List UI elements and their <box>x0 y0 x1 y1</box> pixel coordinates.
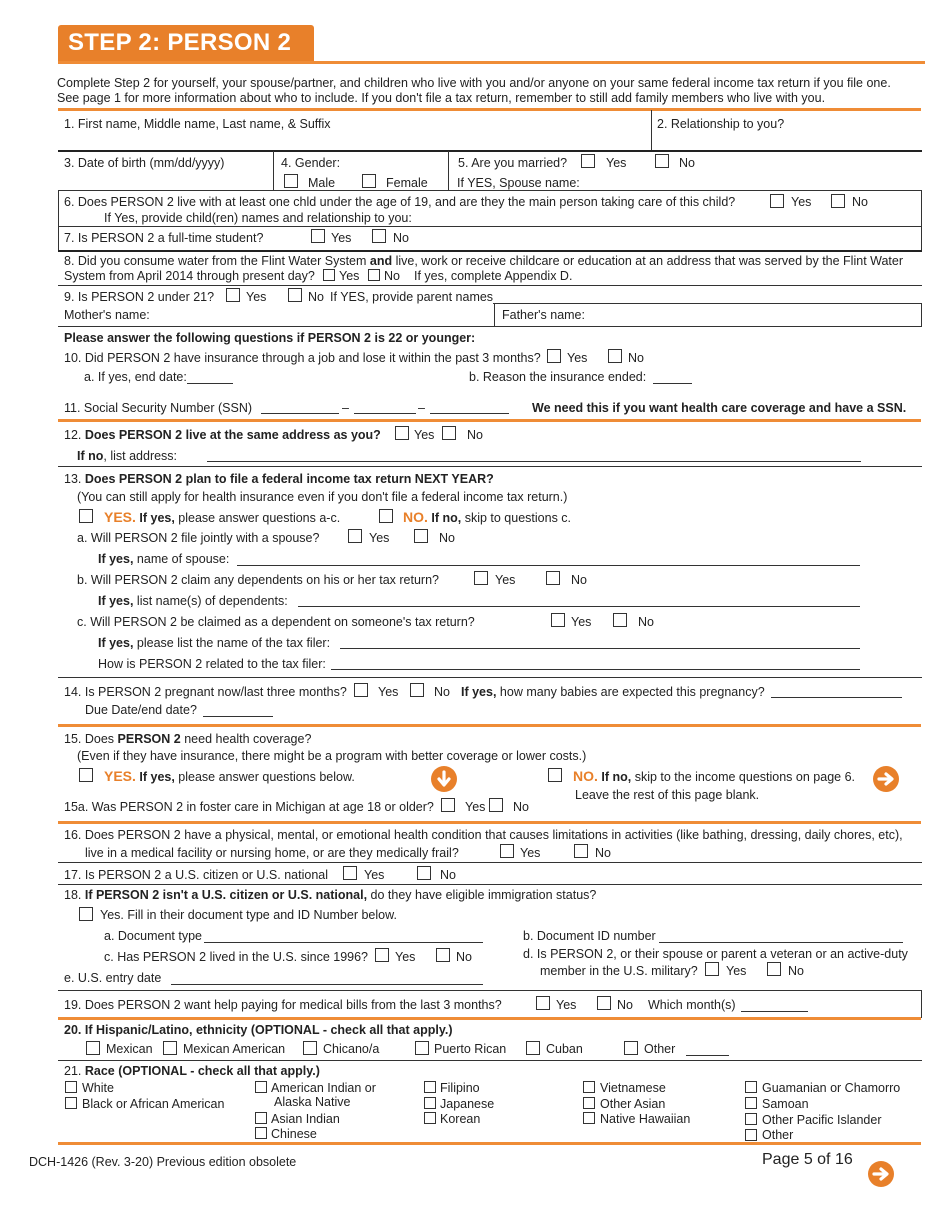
q14-no-label: No <box>434 685 450 699</box>
q6-yes-checkbox[interactable] <box>770 194 784 208</box>
q18e-entry-date-field[interactable] <box>171 984 483 985</box>
ssn-part-2-field[interactable] <box>354 413 416 414</box>
q18d-line-2: member in the U.S. military? <box>540 964 698 978</box>
q18d-yes-label: Yes <box>726 964 747 978</box>
section-rule <box>58 724 921 727</box>
q9-no-label: No <box>308 290 324 304</box>
q12-label: 12. Does PERSON 2 live at the same address as you? <box>64 428 381 442</box>
q12-no-label: No <box>467 428 483 442</box>
race-chinese-label: Chinese <box>271 1127 317 1141</box>
race-japanese-label: Japanese <box>440 1097 495 1111</box>
q4-label: 4. Gender: <box>281 156 341 170</box>
down-arrow-circle-icon <box>431 766 457 792</box>
q13a-label: a. Will PERSON 2 file jointly with a spouse? <box>77 531 320 545</box>
q12-ifno-label: If no, list address: <box>77 449 178 463</box>
race-filipino-checkbox[interactable] <box>424 1081 436 1093</box>
ethnicity-other-field[interactable] <box>686 1055 729 1056</box>
race-white-checkbox[interactable] <box>65 1081 77 1093</box>
q6-no-label: No <box>852 195 868 209</box>
q13-no-checkbox[interactable] <box>379 509 393 523</box>
q18d-line-1: d. Is PERSON 2, or their spouse or parent a veteran or an active-duty <box>523 947 908 961</box>
q13a-yes-checkbox[interactable] <box>348 529 362 543</box>
q7-no-label: No <box>393 231 409 245</box>
mother-name-label: Mother's name: <box>64 308 150 322</box>
race-asian-indian-checkbox[interactable] <box>255 1112 267 1124</box>
q7-label: 7. Is PERSON 2 a full-time student? <box>64 231 264 245</box>
section-rule <box>58 419 921 422</box>
q19-yes-label: Yes <box>556 998 577 1012</box>
ethnicity-chicano-label: Chicano/a <box>323 1042 380 1056</box>
q13-yes-label: YES. If yes, please answer questions a-c. <box>104 509 341 525</box>
gender-male-label: Male <box>308 176 336 190</box>
q15-paren: (Even if they have insurance, there might be a program with better coverage or lower costs.) <box>77 749 587 763</box>
race-white-label: White <box>82 1081 114 1095</box>
header-rule <box>58 61 925 64</box>
q13-paren: (You can still apply for health insurance even if you don't file a federal income tax return.) <box>77 490 568 504</box>
q14-babies-field[interactable] <box>771 697 902 698</box>
divider <box>273 151 274 190</box>
race-other-checkbox[interactable] <box>745 1129 757 1141</box>
form-number: DCH-1426 (Rev. 3-20) Previous edition obsolete <box>29 1155 297 1169</box>
row-rule <box>58 862 922 863</box>
gender-female-checkbox[interactable] <box>362 174 376 188</box>
ethnicity-chicano-checkbox[interactable] <box>303 1041 317 1055</box>
row-rule <box>58 466 922 467</box>
q18c-yes-label: Yes <box>395 950 416 964</box>
box-right <box>921 303 922 327</box>
q3-label: 3. Date of birth (mm/dd/yyyy) <box>64 156 225 170</box>
q16-yes-label: Yes <box>520 846 541 860</box>
gender-female-label: Female <box>386 176 428 190</box>
q16-line-1: 16. Does PERSON 2 have a physical, mental, or emotional health condition that causes limitations in activities (like bathing, dressing, daily chores, etc), <box>64 828 903 842</box>
ssn-part-1-field[interactable] <box>261 413 339 414</box>
race-other-asian-label: Other Asian <box>600 1097 666 1111</box>
race-other-pacific-islander-checkbox[interactable] <box>745 1113 757 1125</box>
row-rule <box>493 303 922 304</box>
q13c-related-label: How is PERSON 2 related to the tax filer: <box>98 657 326 671</box>
q15-label: 15. Does PERSON 2 need health coverage? <box>64 732 312 746</box>
row-rule <box>58 190 922 191</box>
q13b-dependents-label: If yes, list name(s) of dependents: <box>98 594 288 608</box>
row-rule <box>58 285 922 286</box>
q13-no-label: NO. If no, skip to questions c. <box>403 509 572 525</box>
q17-yes-checkbox[interactable] <box>343 866 357 880</box>
q6-no-checkbox[interactable] <box>831 194 845 208</box>
q10a-end-date-field[interactable] <box>187 383 233 384</box>
ssn-dash: – <box>342 401 349 415</box>
q15a-yes-checkbox[interactable] <box>441 798 455 812</box>
divider <box>494 303 495 327</box>
q14-yes-checkbox[interactable] <box>354 683 368 697</box>
q16-no-checkbox[interactable] <box>574 844 588 858</box>
race-guamanian-label: Guamanian or Chamorro <box>762 1081 901 1095</box>
q13b-no-checkbox[interactable] <box>546 571 560 585</box>
box-left <box>58 226 59 250</box>
q13c-yes-checkbox[interactable] <box>551 613 565 627</box>
q18-yes-checkbox[interactable] <box>79 907 93 921</box>
right-arrow-circle-icon[interactable] <box>873 766 899 792</box>
q18-label: 18. If PERSON 2 isn't a U.S. citizen or U.S. national, do they have eligible immigration status? <box>64 888 597 902</box>
q13a-no-checkbox[interactable] <box>414 529 428 543</box>
q15a-label: 15a. Was PERSON 2 in foster care in Michigan at age 18 or older? <box>64 800 434 814</box>
q18c-no-label: No <box>456 950 472 964</box>
q12-yes-checkbox[interactable] <box>395 426 409 440</box>
q5-label: 5. Are you married? <box>458 156 568 170</box>
q13-yes-checkbox[interactable] <box>79 509 93 523</box>
q9-no-checkbox[interactable] <box>288 288 302 302</box>
row-rule <box>58 1060 922 1061</box>
ethnicity-cuban-checkbox[interactable] <box>526 1041 540 1055</box>
row-rule <box>58 226 922 227</box>
ethnicity-puerto-rican-label: Puerto Rican <box>434 1042 507 1056</box>
race-samoan-label: Samoan <box>762 1097 809 1111</box>
q18c-no-checkbox[interactable] <box>436 948 450 962</box>
q6-line-2: If Yes, provide child(ren) names and relationship to you: <box>104 211 412 225</box>
q10b-label: b. Reason the insurance ended: <box>469 370 647 384</box>
father-name-label: Father's name: <box>502 308 585 322</box>
q8-line-2b: If yes, complete Appendix D. <box>414 269 573 283</box>
q12-address-field[interactable] <box>207 461 861 462</box>
q18d-no-checkbox[interactable] <box>767 962 781 976</box>
q14-yes-label: Yes <box>378 685 399 699</box>
q14-due-date-field[interactable] <box>203 716 273 717</box>
q12-yes-label: Yes <box>414 428 435 442</box>
section-rule <box>58 1142 921 1145</box>
q13b-dependents-field[interactable] <box>298 606 860 607</box>
q17-no-label: No <box>440 868 456 882</box>
q15-no-label: NO. If no, skip to the income questions on page 6. <box>573 768 855 784</box>
q8-line-1: 8. Did you consume water from the Flint Water System and live, work or receive childcare or education at an address that was served by the Flint Water <box>64 254 904 268</box>
married-yes-checkbox[interactable] <box>581 154 595 168</box>
q16-yes-checkbox[interactable] <box>500 844 514 858</box>
race-other-asian-checkbox[interactable] <box>583 1097 595 1109</box>
ethnicity-mexican-american-label: Mexican American <box>183 1042 286 1056</box>
q13c-filer-field[interactable] <box>340 648 860 649</box>
q18b-label: b. Document ID number <box>523 929 656 943</box>
q10b-reason-field[interactable] <box>653 383 692 384</box>
q15-yes-checkbox[interactable] <box>79 768 93 782</box>
q10-yes-checkbox[interactable] <box>547 349 561 363</box>
race-asian-indian-label: Asian Indian <box>271 1112 340 1126</box>
q10-no-label: No <box>628 351 644 365</box>
section-rule <box>58 821 921 824</box>
race-filipino-label: Filipino <box>440 1081 480 1095</box>
q18c-label: c. Has PERSON 2 lived in the U.S. since 1996? <box>104 950 369 964</box>
right-arrow-circle-icon[interactable] <box>868 1161 894 1187</box>
q13b-yes-label: Yes <box>495 573 516 587</box>
q13c-label: c. Will PERSON 2 be claimed as a dependent on someone's tax return? <box>77 615 475 629</box>
row-rule <box>58 326 922 327</box>
q13a-spouse-field[interactable] <box>237 565 860 566</box>
race-other-label: Other <box>762 1128 794 1142</box>
q8-yes-label: Yes <box>339 269 360 283</box>
race-chinese-checkbox[interactable] <box>255 1127 267 1139</box>
q17-yes-label: Yes <box>364 868 385 882</box>
box-left <box>58 190 59 226</box>
race-guamanian-checkbox[interactable] <box>745 1081 757 1093</box>
q19-yes-checkbox[interactable] <box>536 996 550 1010</box>
q19-months-field[interactable] <box>741 1011 808 1012</box>
race-black-checkbox[interactable] <box>65 1097 77 1109</box>
ethnicity-other-checkbox[interactable] <box>624 1041 638 1055</box>
race-japanese-checkbox[interactable] <box>424 1097 436 1109</box>
race-korean-checkbox[interactable] <box>424 1112 436 1124</box>
race-black-label: Black or African American <box>82 1097 225 1111</box>
q9-yes-label: Yes <box>246 290 267 304</box>
q16-line-2: live in a medical facility or nursing home, or are they medically frail? <box>85 846 459 860</box>
q17-no-checkbox[interactable] <box>417 866 431 880</box>
box-right <box>921 990 922 1018</box>
q10-label: 10. Did PERSON 2 have insurance through a job and lose it within the past 3 months? <box>64 351 541 365</box>
q15-no-checkbox[interactable] <box>548 768 562 782</box>
q6-line-1: 6. Does PERSON 2 live with at least one chld under the age of 19, and are they the main person taking care of this child? <box>64 195 736 209</box>
q18e-label: e. U.S. entry date <box>64 971 162 985</box>
q9-provide-label: If YES, provide parent names <box>330 290 494 304</box>
q19-no-checkbox[interactable] <box>597 996 611 1010</box>
q18a-document-type-field[interactable] <box>204 942 483 943</box>
q13a-spouse-label: If yes, name of spouse: <box>98 552 230 566</box>
q18-yes-label: Yes. Fill in their document type and ID Number below. <box>100 908 397 922</box>
divider <box>448 151 449 190</box>
q13b-no-label: No <box>571 573 587 587</box>
q1-label: 1. First name, Middle name, Last name, & Suffix <box>64 117 331 131</box>
q15-blank-note: Leave the rest of this page blank. <box>575 788 760 802</box>
q15-yes-label: YES. If yes, please answer questions below. <box>104 768 355 784</box>
q13a-yes-label: Yes <box>369 531 390 545</box>
q16-no-label: No <box>595 846 611 860</box>
ethnicity-puerto-rican-checkbox[interactable] <box>415 1041 429 1055</box>
ethnicity-cuban-label: Cuban <box>546 1042 583 1056</box>
q9-yes-checkbox[interactable] <box>226 288 240 302</box>
race-other-pacific-islander-label: Other Pacific Islander <box>762 1113 882 1127</box>
gender-male-checkbox[interactable] <box>284 174 298 188</box>
q15a-no-checkbox[interactable] <box>489 798 503 812</box>
ssn-note: We need this if you want health care coverage and have a SSN. <box>532 401 907 415</box>
q20-label: 20. If Hispanic/Latino, ethnicity (OPTIONAL - check all that apply.) <box>64 1023 453 1037</box>
q18c-yes-checkbox[interactable] <box>375 948 389 962</box>
row-rule <box>58 250 922 252</box>
q13b-yes-checkbox[interactable] <box>474 571 488 585</box>
race-american-indian-checkbox[interactable] <box>255 1081 267 1093</box>
q10-no-checkbox[interactable] <box>608 349 622 363</box>
q18d-yes-checkbox[interactable] <box>705 962 719 976</box>
page-title: STEP 2: PERSON 2 <box>58 25 314 63</box>
race-alaska-native-label: Alaska Native <box>274 1095 351 1109</box>
q8-line-2a: System from April 2014 through present day? <box>64 269 315 283</box>
intro-line-2: See page 1 for more information about who to include. If you don't file a tax return, remember to still add family members who live with you. <box>57 91 826 105</box>
race-american-indian-label: American Indian or <box>271 1081 376 1095</box>
q18b-document-id-field[interactable] <box>659 942 903 943</box>
q14-no-checkbox[interactable] <box>410 683 424 697</box>
married-no-checkbox[interactable] <box>655 154 669 168</box>
q21-label: 21. Race (OPTIONAL - check all that apply.) <box>64 1064 320 1078</box>
married-yes-label: Yes <box>606 156 627 170</box>
race-vietnamese-label: Vietnamese <box>600 1081 666 1095</box>
q14-babies-label: If yes, how many babies are expected this pregnancy? <box>461 685 765 699</box>
ethnicity-mexican-american-checkbox[interactable] <box>163 1041 177 1055</box>
q15a-yes-label: Yes <box>465 800 486 814</box>
ethnicity-mexican-label: Mexican <box>106 1042 153 1056</box>
q8-no-label: No <box>384 269 400 283</box>
section-rule <box>58 108 921 111</box>
page-number: Page 5 of 16 <box>762 1151 853 1168</box>
q19-which-label: Which month(s) <box>648 998 736 1012</box>
ethnicity-other-label: Other <box>644 1042 676 1056</box>
q13c-yes-label: Yes <box>571 615 592 629</box>
q11-label: 11. Social Security Number (SSN) <box>64 401 253 415</box>
q18a-label: a. Document type <box>104 929 202 943</box>
q8-yes-checkbox[interactable] <box>323 269 335 281</box>
q7-yes-checkbox[interactable] <box>311 229 325 243</box>
race-native-hawaiian-label: Native Hawaiian <box>600 1112 691 1126</box>
race-native-hawaiian-checkbox[interactable] <box>583 1112 595 1124</box>
q18d-no-label: No <box>788 964 804 978</box>
q6-yes-label: Yes <box>791 195 812 209</box>
ssn-part-3-field[interactable] <box>430 413 509 414</box>
under-22-heading: Please answer the following questions if PERSON 2 is 22 or younger: <box>64 331 476 345</box>
q10-yes-label: Yes <box>567 351 588 365</box>
married-no-label: No <box>679 156 695 170</box>
q15a-no-label: No <box>513 800 529 814</box>
intro-line-1: Complete Step 2 for yourself, your spouse/partner, and children who live with you and/or anyone on your same federal income tax return if you file one. <box>57 76 891 90</box>
race-samoan-checkbox[interactable] <box>745 1097 757 1109</box>
q13a-no-label: No <box>439 531 455 545</box>
q19-no-label: No <box>617 998 633 1012</box>
q2-label: 2. Relationship to you? <box>657 117 785 131</box>
q13-label: 13. Does PERSON 2 plan to file a federal income tax return NEXT YEAR? <box>64 472 494 486</box>
row-rule <box>58 884 922 885</box>
q19-label: 19. Does PERSON 2 want help paying for medical bills from the last 3 months? <box>64 998 502 1012</box>
q13c-related-field[interactable] <box>331 669 860 670</box>
ethnicity-mexican-checkbox[interactable] <box>86 1041 100 1055</box>
q7-yes-label: Yes <box>331 231 352 245</box>
q14-label: 14. Is PERSON 2 pregnant now/last three months? <box>64 685 347 699</box>
box-right <box>921 190 922 226</box>
q10a-label: a. If yes, end date: <box>84 370 187 384</box>
q8-no-checkbox[interactable] <box>368 269 380 281</box>
row-rule <box>58 150 922 152</box>
q13c-no-label: No <box>638 615 654 629</box>
divider <box>651 110 652 151</box>
row-rule <box>58 677 922 678</box>
ssn-dash: – <box>418 401 425 415</box>
q13b-label: b. Will PERSON 2 claim any dependents on his or her tax return? <box>77 573 439 587</box>
q14-due-label: Due Date/end date? <box>85 703 197 717</box>
race-vietnamese-checkbox[interactable] <box>583 1081 595 1093</box>
q13c-filer-label: If yes, please list the name of the tax filer: <box>98 636 331 650</box>
box-right <box>921 226 922 250</box>
row-rule <box>58 990 922 991</box>
q12-no-checkbox[interactable] <box>442 426 456 440</box>
q9-label: 9. Is PERSON 2 under 21? <box>64 290 215 304</box>
race-korean-label: Korean <box>440 1112 481 1126</box>
q7-no-checkbox[interactable] <box>372 229 386 243</box>
q17-label: 17. Is PERSON 2 a U.S. citizen or U.S. national <box>64 868 329 882</box>
q13c-no-checkbox[interactable] <box>613 613 627 627</box>
section-rule <box>58 1017 921 1020</box>
q5-spouse-label: If YES, Spouse name: <box>457 176 580 190</box>
